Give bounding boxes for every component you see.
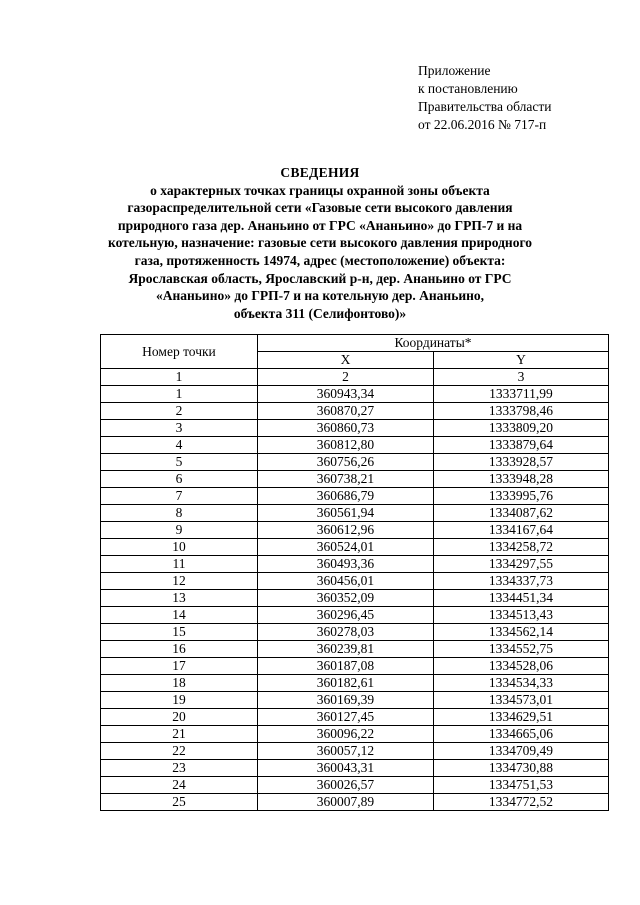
index-cell: 3 <box>433 369 608 386</box>
attachment-line: от 22.06.2016 № 717-п <box>418 117 547 132</box>
x-coordinate-cell: 360057,12 <box>257 743 433 760</box>
header-x: X <box>257 352 433 369</box>
table-row <box>101 386 609 403</box>
table-body <box>101 386 609 811</box>
table-row <box>101 454 609 471</box>
point-number-cell: 5 <box>101 454 258 471</box>
y-coordinate-cell: 1334730,88 <box>433 760 608 777</box>
point-number-cell: 18 <box>101 675 258 692</box>
table-row <box>101 743 609 760</box>
x-coordinate-cell: 360738,21 <box>257 471 433 488</box>
x-coordinate-cell: 360187,08 <box>257 658 433 675</box>
table-row <box>101 488 609 505</box>
point-number-cell: 24 <box>101 777 258 794</box>
x-coordinate-cell: 360870,27 <box>257 403 433 420</box>
point-number-cell: 8 <box>101 505 258 522</box>
point-number-cell: 21 <box>101 726 258 743</box>
table-row <box>101 522 609 539</box>
point-number-cell: 19 <box>101 692 258 709</box>
table-row <box>101 539 609 556</box>
header-coordinates: Координаты* <box>257 335 608 352</box>
y-coordinate-cell: 1334629,51 <box>433 709 608 726</box>
point-number-cell: 11 <box>101 556 258 573</box>
x-coordinate-cell: 360043,31 <box>257 760 433 777</box>
y-coordinate-cell: 1334552,75 <box>433 641 608 658</box>
x-coordinate-cell: 360239,81 <box>257 641 433 658</box>
table-row <box>101 624 609 641</box>
y-coordinate-cell: 1333711,99 <box>433 386 608 403</box>
point-number-cell: 7 <box>101 488 258 505</box>
table-row <box>101 505 609 522</box>
y-coordinate-cell: 1333798,46 <box>433 403 608 420</box>
y-coordinate-cell: 1334297,55 <box>433 556 608 573</box>
coordinates-table <box>100 334 609 811</box>
y-coordinate-cell: 1333809,20 <box>433 420 608 437</box>
x-coordinate-cell: 360296,45 <box>257 607 433 624</box>
table-row <box>101 675 609 692</box>
point-number-cell: 4 <box>101 437 258 454</box>
x-coordinate-cell: 360561,94 <box>257 505 433 522</box>
y-coordinate-cell: 1333995,76 <box>433 488 608 505</box>
point-number-cell: 9 <box>101 522 258 539</box>
table-row <box>101 692 609 709</box>
x-coordinate-cell: 360943,34 <box>257 386 433 403</box>
table-row <box>101 420 609 437</box>
point-number-cell: 22 <box>101 743 258 760</box>
x-coordinate-cell: 360686,79 <box>257 488 433 505</box>
y-coordinate-cell: 1333928,57 <box>433 454 608 471</box>
point-number-cell: 2 <box>101 403 258 420</box>
x-coordinate-cell: 360812,80 <box>257 437 433 454</box>
y-coordinate-cell: 1334167,64 <box>433 522 608 539</box>
point-number-cell: 23 <box>101 760 258 777</box>
table-row <box>101 403 609 420</box>
y-coordinate-cell: 1334513,43 <box>433 607 608 624</box>
y-coordinate-cell: 1334337,73 <box>433 573 608 590</box>
header-y: Y <box>433 352 608 369</box>
y-coordinate-cell: 1334451,34 <box>433 590 608 607</box>
x-coordinate-cell: 360169,39 <box>257 692 433 709</box>
x-coordinate-cell: 360352,09 <box>257 590 433 607</box>
attachment-line: к постановлению <box>418 81 518 96</box>
table-header-row <box>101 335 609 352</box>
y-coordinate-cell: 1334573,01 <box>433 692 608 709</box>
table-row <box>101 590 609 607</box>
y-coordinate-cell: 1334751,53 <box>433 777 608 794</box>
x-coordinate-cell: 360456,01 <box>257 573 433 590</box>
table-row <box>101 573 609 590</box>
table-row <box>101 641 609 658</box>
y-coordinate-cell: 1334534,33 <box>433 675 608 692</box>
point-number-cell: 25 <box>101 794 258 811</box>
y-coordinate-cell: 1334562,14 <box>433 624 608 641</box>
y-coordinate-cell: 1333948,28 <box>433 471 608 488</box>
y-coordinate-cell: 1334665,06 <box>433 726 608 743</box>
attachment-line: Правительства области <box>418 99 552 114</box>
point-number-cell: 12 <box>101 573 258 590</box>
point-number-cell: 17 <box>101 658 258 675</box>
y-coordinate-cell: 1334087,62 <box>433 505 608 522</box>
x-coordinate-cell: 360007,89 <box>257 794 433 811</box>
table-row <box>101 607 609 624</box>
point-number-cell: 13 <box>101 590 258 607</box>
x-coordinate-cell: 360493,36 <box>257 556 433 573</box>
document-title: СВЕДЕНИЯ <box>280 165 360 180</box>
y-coordinate-cell: 1334528,06 <box>433 658 608 675</box>
y-coordinate-cell: 1334258,72 <box>433 539 608 556</box>
index-cell: 1 <box>101 369 258 386</box>
table-row <box>101 556 609 573</box>
point-number-cell: 3 <box>101 420 258 437</box>
point-number-cell: 1 <box>101 386 258 403</box>
table-row <box>101 726 609 743</box>
table-row <box>101 709 609 726</box>
table-row <box>101 658 609 675</box>
point-number-cell: 16 <box>101 641 258 658</box>
x-coordinate-cell: 360524,01 <box>257 539 433 556</box>
y-coordinate-cell: 1334772,52 <box>433 794 608 811</box>
table-row <box>101 471 609 488</box>
x-coordinate-cell: 360612,96 <box>257 522 433 539</box>
x-coordinate-cell: 360182,61 <box>257 675 433 692</box>
point-number-cell: 15 <box>101 624 258 641</box>
document-description: о характерных точках границы охранной зоны объекта газораспределительной сети «Газовые сети высокого давления природного газа дер. Ананьино от ГРС «Ананьино» до ГРП-7 и на котельную, назначение: газовые сети высокого давления природного газа, протяженность 14974, адрес (местоположение) объекта: Ярославская область, Ярославский р-н, дер. Ананьино от ГРС «Ананьино» до ГРП-7 и на котельную дер. Ананьино, объекта 311 (Селифонтово)» <box>107 182 532 321</box>
y-coordinate-cell: 1334709,49 <box>433 743 608 760</box>
x-coordinate-cell: 360096,22 <box>257 726 433 743</box>
table-row <box>101 794 609 811</box>
table-index-row <box>101 369 609 386</box>
table-row <box>101 777 609 794</box>
x-coordinate-cell: 360860,73 <box>257 420 433 437</box>
point-number-cell: 10 <box>101 539 258 556</box>
point-number-cell: 6 <box>101 471 258 488</box>
index-cell: 2 <box>257 369 433 386</box>
x-coordinate-cell: 360756,26 <box>257 454 433 471</box>
header-point-number: Номер точки <box>101 335 258 369</box>
attachment-note <box>418 62 551 134</box>
point-number-cell: 20 <box>101 709 258 726</box>
table-row <box>101 437 609 454</box>
point-number-cell: 14 <box>101 607 258 624</box>
attachment-line: Приложение <box>418 63 491 78</box>
y-coordinate-cell: 1333879,64 <box>433 437 608 454</box>
x-coordinate-cell: 360127,45 <box>257 709 433 726</box>
document-heading <box>100 164 540 322</box>
x-coordinate-cell: 360026,57 <box>257 777 433 794</box>
table-row <box>101 760 609 777</box>
x-coordinate-cell: 360278,03 <box>257 624 433 641</box>
